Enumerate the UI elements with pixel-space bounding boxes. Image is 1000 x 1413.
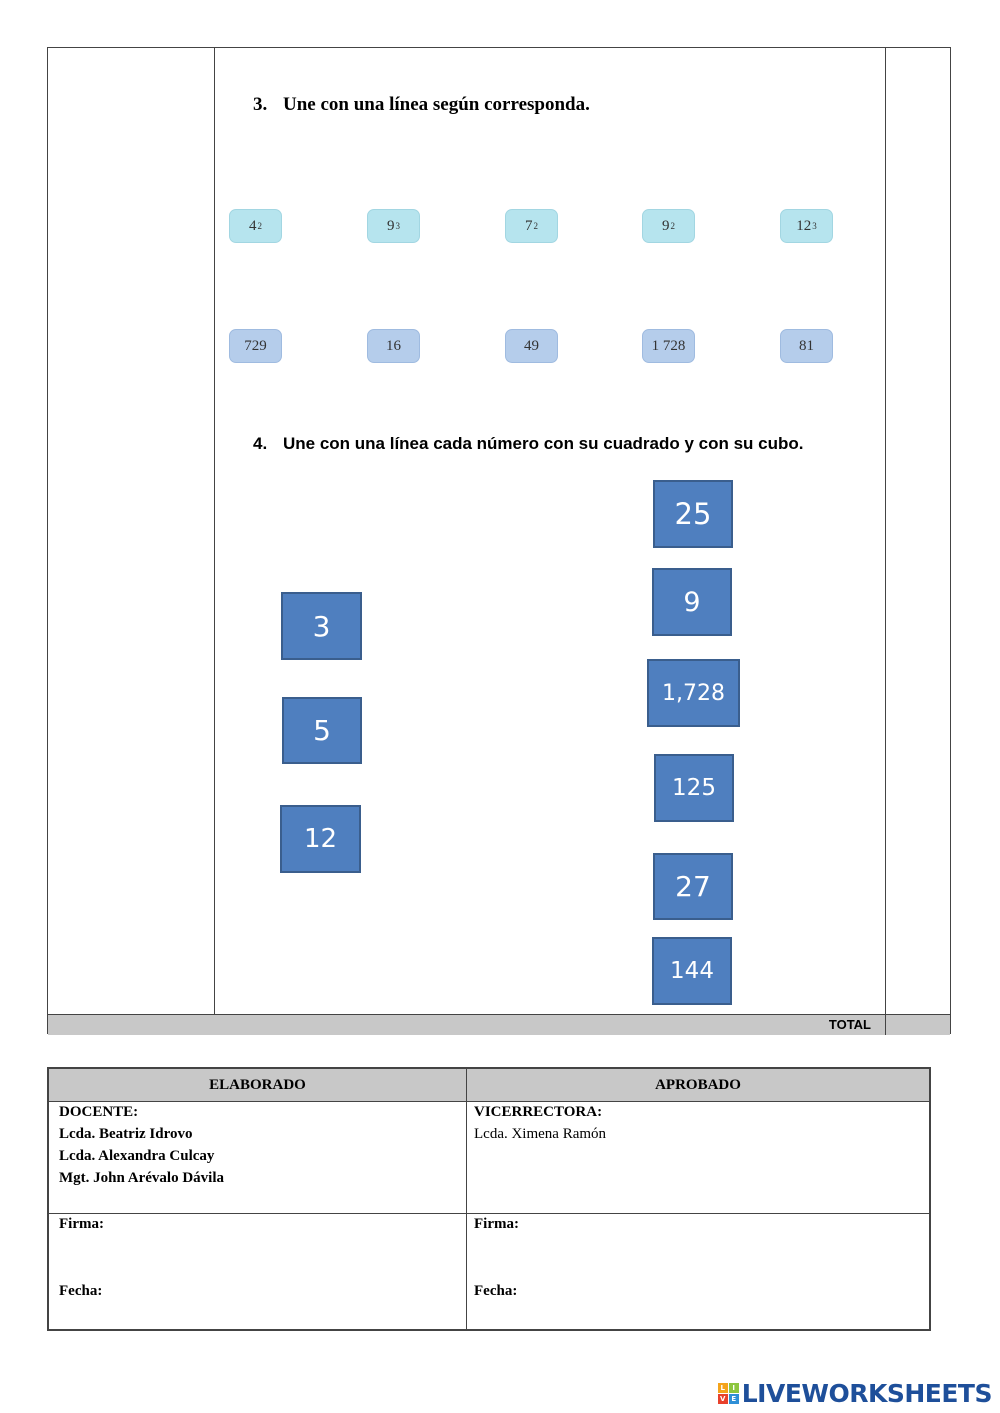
signature-table [47,1067,931,1331]
vicerrectora-name: Lcda. Ximena Ramón [474,1126,607,1142]
logo-icon [718,1383,739,1404]
elaborado-header: ELABORADO [49,1069,466,1102]
total-row [48,1014,950,1035]
logo-tile-2: I [729,1383,739,1393]
worksheet-frame [47,47,951,1034]
question-4-text: Une con una línea cada número con su cuadrado y con su cubo. [283,434,804,453]
logo-tile-4: E [729,1394,739,1404]
docente-name-2: Lcda. Alexandra Culcay [59,1148,215,1164]
question-3-text: Une con una línea según corresponda. [283,94,590,115]
question-3-number: 3. [253,94,268,115]
result-option-5[interactable]: 81 [780,329,833,363]
question-4-number: 4. [253,434,268,453]
left-column-divider [214,48,215,1014]
liveworksheets-logo [718,1378,992,1408]
number-box-2[interactable]: 5 [282,697,362,764]
power-option-3[interactable]: 7 2 [505,209,558,243]
number-box-1[interactable]: 3 [281,592,362,660]
number-box-3[interactable]: 12 [280,805,361,873]
logo-tile-3: V [718,1394,728,1404]
fecha-label-right: Fecha: [474,1283,518,1299]
answer-box-2[interactable]: 9 [652,568,732,636]
vicerrectora-label: VICERRECTORA: [474,1104,603,1120]
power-option-4[interactable]: 9 2 [642,209,695,243]
logo-tile-1: L [718,1383,728,1393]
power-option-1[interactable]: 4 2 [229,209,282,243]
docente-name-1: Lcda. Beatriz Idrovo [59,1126,193,1142]
docente-label: DOCENTE: [59,1104,139,1120]
result-option-3[interactable]: 49 [505,329,558,363]
result-option-2[interactable]: 16 [367,329,420,363]
answer-box-1[interactable]: 25 [653,480,733,548]
aprobado-header: APROBADO [467,1069,929,1102]
firma-label-left: Firma: [59,1216,104,1232]
fecha-label-left: Fecha: [59,1283,103,1299]
docente-name-3: Mgt. John Arévalo Dávila [59,1170,224,1186]
power-option-5[interactable]: 12 3 [780,209,833,243]
table-column-divider [466,1069,467,1329]
answer-box-6[interactable]: 144 [652,937,732,1005]
logo-text: LIVEWORKSHEETS [741,1378,992,1408]
question-4-title [253,434,804,454]
result-option-4[interactable]: 1 728 [642,329,695,363]
answer-box-4[interactable]: 125 [654,754,734,822]
power-option-2[interactable]: 9 3 [367,209,420,243]
answer-box-5[interactable]: 27 [653,853,733,920]
total-label: TOTAL [828,1017,871,1032]
firma-label-right: Firma: [474,1216,519,1232]
right-column-divider [885,48,886,1035]
answer-box-3[interactable]: 1,728 [647,659,740,727]
total-score-cell[interactable] [885,1015,950,1035]
question-3-title [253,94,590,116]
result-option-1[interactable]: 729 [229,329,282,363]
